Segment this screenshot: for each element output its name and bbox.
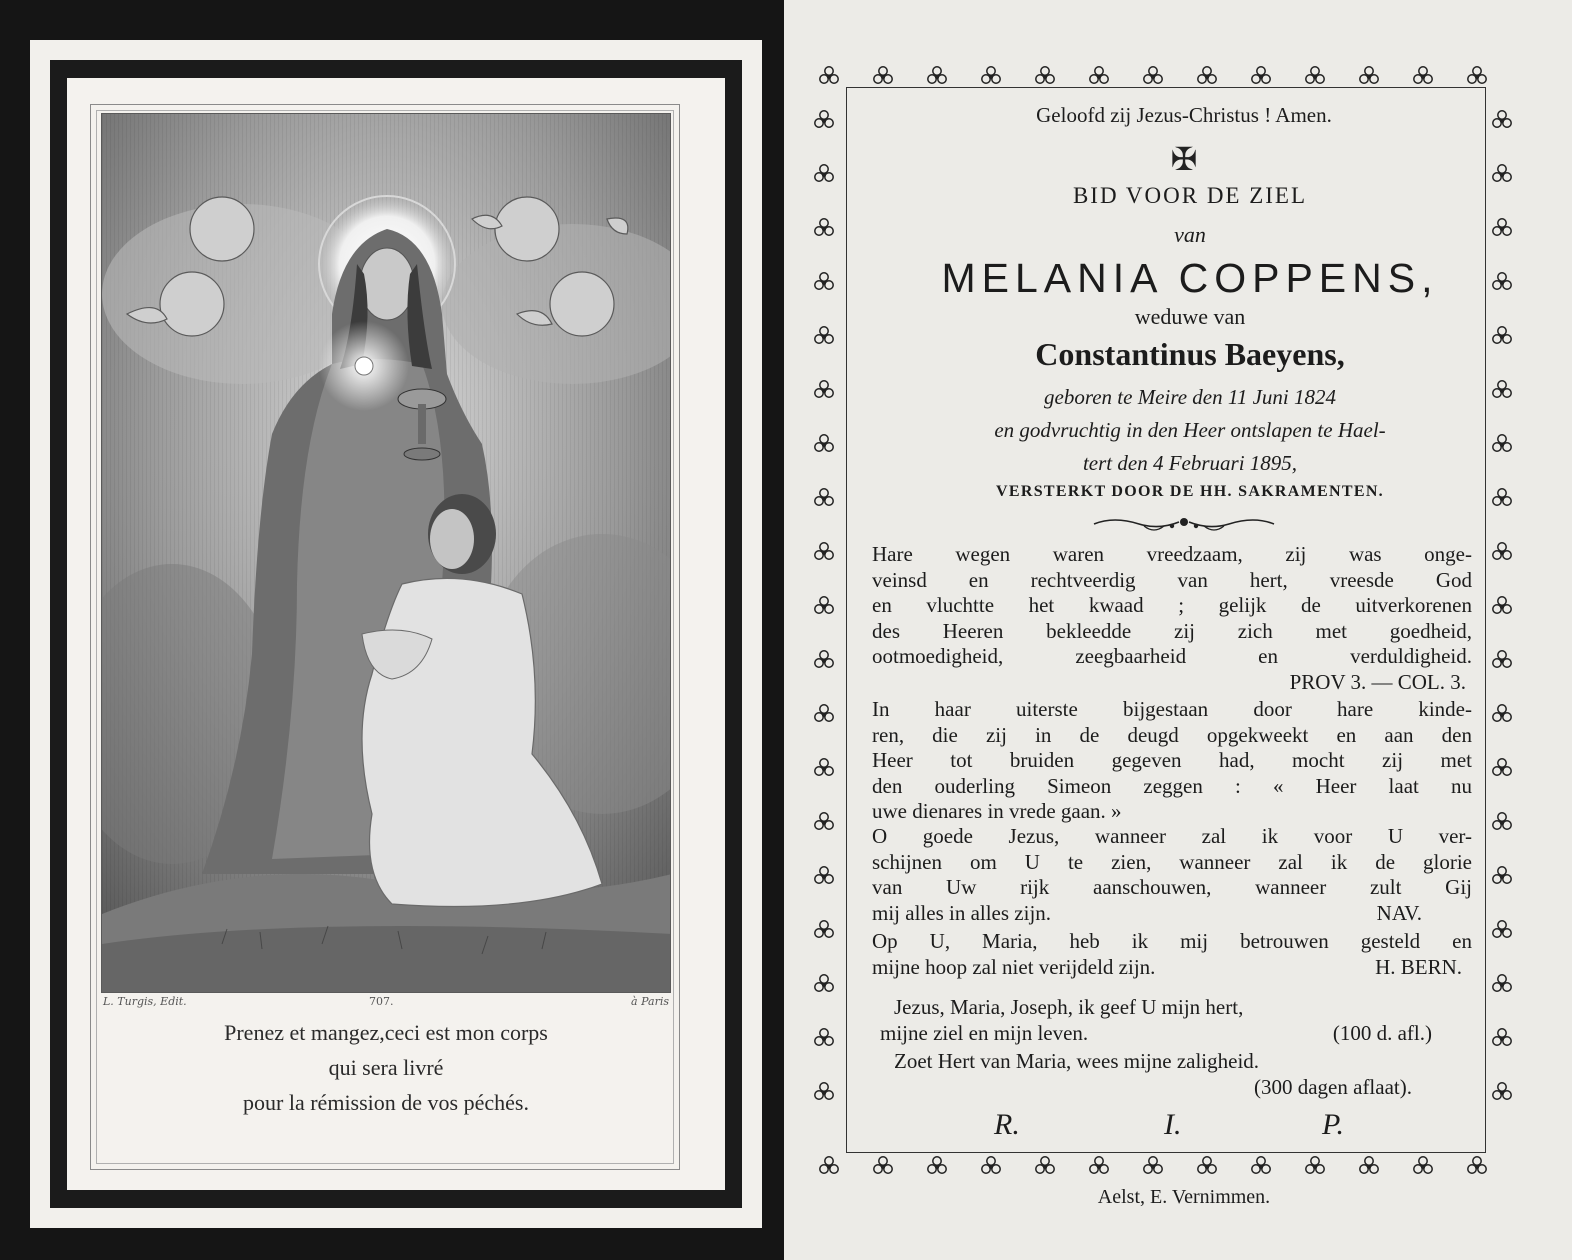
paragraph-1: [872, 542, 1472, 696]
border-ornament-icon: [1468, 67, 1486, 83]
prayer-heading: BID VOOR DE ZIEL: [1072, 183, 1308, 208]
scripture-reference: PROV 3. — COL. 3.: [1289, 669, 1466, 694]
border-ornament-icon: [815, 921, 833, 937]
text-line: Heer tot bruiden gegeven had, mocht zij met: [872, 748, 1472, 773]
border-ornament-icon: [1468, 1157, 1486, 1173]
border-ornament-icon: [1493, 651, 1511, 667]
paragraph-5: [872, 995, 1472, 1046]
engraving-caption: [101, 1015, 671, 1120]
border-ornament-icon: [820, 1157, 838, 1173]
border-ornament-icon: [874, 67, 892, 83]
text-line: den ouderling Simeon zeggen : « Heer laat nu: [872, 773, 1472, 798]
border-ornament-icon: [815, 705, 833, 721]
border-ornament-icon: [815, 1029, 833, 1045]
paragraph-2: [872, 697, 1472, 825]
text-line: des Heeren bekleedde zij zich met goedheid,: [872, 618, 1472, 643]
caption-line: Prenez et mangez,ceci est mon corps: [224, 1020, 548, 1045]
text-line: O goede Jezus, wanneer zal ik voor U ver-: [872, 824, 1472, 848]
border-ornament-icon: [815, 813, 833, 829]
border-ornament-icon: [982, 67, 1000, 83]
text-line-with-ref: [872, 1021, 1472, 1047]
border-ornament-icon: [815, 1083, 833, 1099]
border-ornament-icon: [815, 975, 833, 991]
text-line: veinsd en rechtveerdig van hert, vreesde God: [872, 567, 1472, 592]
birth-line: geboren te Meire den 11 Juni 1824: [1044, 385, 1336, 409]
border-ornament-icon: [1306, 67, 1324, 83]
border-ornament-icon: [820, 67, 838, 83]
text-line: ootmoedigheid, zeegbaarheid en verduldigheid.: [872, 644, 1472, 669]
text-line-with-ref: [872, 955, 1472, 981]
rip-letter-i: I.: [1164, 1108, 1182, 1141]
divider-ornament-icon: [1084, 512, 1284, 536]
caption-line: pour la rémission de vos péchés.: [243, 1090, 529, 1115]
imprint-place: à Paris: [631, 995, 669, 1008]
indulgence-reference: (100 d. afl.): [1332, 1020, 1432, 1045]
source-reference: NAV.: [1376, 900, 1422, 925]
back-card: [784, 0, 1572, 1260]
text-line: In haar uiterste bijgestaan door hare kinde-: [872, 697, 1472, 721]
death-line-1: en godvruchtig in den Heer ontslapen te Hael-: [994, 418, 1386, 442]
border-ornament-icon: [1493, 705, 1511, 721]
border-ornament-icon: [1493, 921, 1511, 937]
death-line-2: tert den 4 Februari 1895,: [1082, 451, 1298, 475]
border-ornament-icon: [928, 1157, 946, 1173]
border-ornament-icon: [1493, 1029, 1511, 1045]
text-line-with-ref: [872, 901, 1472, 927]
text-line: mijne ziel en mijn leven.: [880, 1020, 1089, 1045]
text-line: en vluchtte het kwaad ; gelijk de uitverkorenen: [872, 593, 1472, 618]
paragraph-3: [872, 824, 1472, 926]
text-line: Hare wegen waren vreedzaam, zij was onge-: [872, 542, 1472, 566]
text-line: Jezus, Maria, Joseph, ik geef U mijn hert,: [894, 995, 1244, 1019]
deceased-name: MELANIA COPPENS,: [941, 255, 1439, 301]
border-ornament-icon: [1306, 1157, 1324, 1173]
border-ornament-icon: [1360, 1157, 1378, 1173]
engraving-imprint: [101, 995, 671, 1011]
border-ornament-icon: [1493, 867, 1511, 883]
border-ornament-icon: [815, 759, 833, 775]
cross-icon: ✠: [1170, 140, 1198, 178]
border-ornament-icon: [1252, 67, 1270, 83]
sacraments-line: VERSTERKT DOOR DE HH. SAKRAMENTEN.: [996, 483, 1384, 500]
husband-name: Constantinus Baeyens,: [1035, 336, 1345, 372]
border-ornament-icon: [1493, 759, 1511, 775]
motto: Geloofd zij Jezus-Christus ! Amen.: [1036, 103, 1332, 127]
border-ornament-icon: [1493, 543, 1511, 559]
border-ornament-icon: [1414, 1157, 1432, 1173]
imprint-publisher: L. Turgis, Edit.: [103, 995, 187, 1008]
caption-line: qui sera livré: [328, 1055, 444, 1080]
text-line: van Uw rijk aanschouwen, wanneer zult Gij: [872, 875, 1472, 900]
source-reference: H. BERN.: [1375, 954, 1462, 979]
border-ornament-icon: [1036, 1157, 1054, 1173]
rip-letter-r: R.: [994, 1108, 1020, 1141]
widow-line: weduwe van: [1134, 304, 1246, 329]
border-ornament-icon: [1414, 67, 1432, 83]
text-line: schijnen om U te zien, wanneer zal ik de glorie: [872, 849, 1472, 874]
text-line: Zoet Hert van Maria, wees mijne zaligheid.: [894, 1049, 1260, 1073]
border-ornament-icon: [1090, 1157, 1108, 1173]
text-line: mijne hoop zal niet verijdeld zijn.: [872, 954, 1156, 979]
border-ornament-icon: [815, 651, 833, 667]
border-ornament-icon: [874, 1157, 892, 1173]
border-ornament-icon: [1252, 1157, 1270, 1173]
border-ornament-icon: [928, 67, 946, 83]
border-ornament-icon: [1360, 67, 1378, 83]
rip-letter-p: P.: [1322, 1108, 1344, 1141]
printer-imprint: Aelst, E. Vernimmen.: [1097, 1186, 1271, 1208]
paragraph-6: [872, 1049, 1472, 1100]
text-line: uwe dienares in vrede gaan. »: [872, 799, 1122, 824]
border-ornament-icon: [1493, 975, 1511, 991]
border-ornament-icon: [815, 597, 833, 613]
border-ornament-icon: [982, 1157, 1000, 1173]
border-ornament-icon: [1198, 67, 1216, 83]
paragraph-4: [872, 929, 1472, 980]
border-ornament-icon: [1144, 67, 1162, 83]
van-line: van: [1174, 222, 1206, 247]
border-ornament-icon: [1036, 67, 1054, 83]
border-ornament-icon: [1090, 67, 1108, 83]
border-ornament-icon: [1493, 597, 1511, 613]
border-ornament-icon: [815, 867, 833, 883]
text-line: mij alles in alles zijn.: [872, 900, 1052, 925]
border-ornament-icon: [1493, 813, 1511, 829]
front-card: [0, 0, 784, 1260]
border-ornament-icon: [1144, 1157, 1162, 1173]
border-ornament-icon: [815, 543, 833, 559]
text-line: ren, die zij in de deugd opgekweekt en aan den: [872, 722, 1472, 747]
text-line: Op U, Maria, heb ik mij betrouwen gesteld en: [872, 929, 1472, 953]
indulgence-reference: (300 dagen aflaat).: [1253, 1074, 1412, 1099]
engraving-image: [101, 113, 671, 993]
border-ornament-icon: [1493, 1083, 1511, 1099]
imprint-number: 707.: [369, 995, 394, 1008]
border-ornament-icon: [1198, 1157, 1216, 1173]
